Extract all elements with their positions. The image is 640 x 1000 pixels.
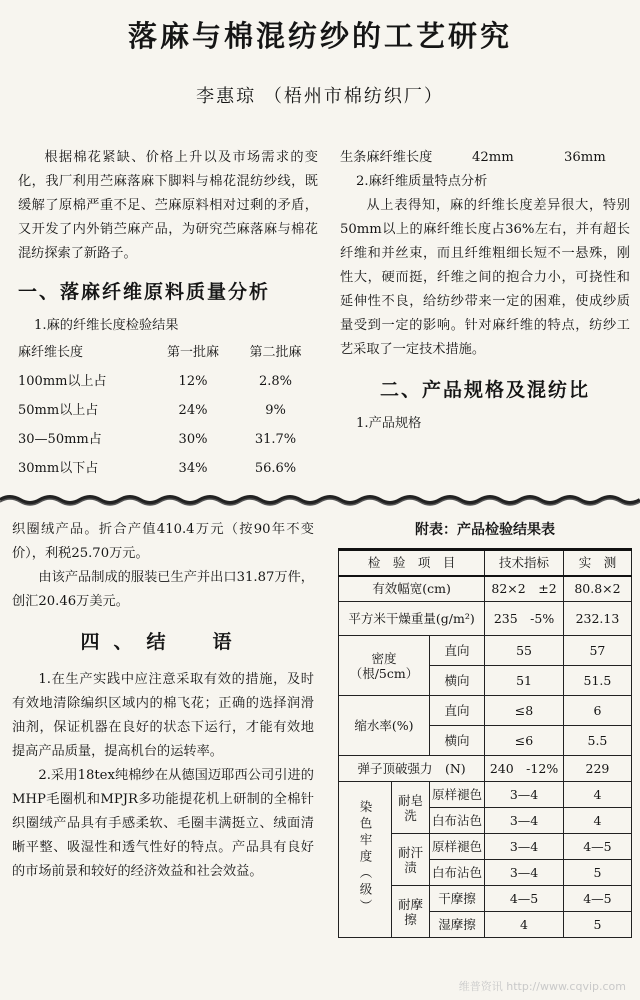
- analysis-paragraph: 从上表得知，麻的纤维长度差异很大，特别50mm以上的麻纤维长度占36%左右，并有超长纤维和并丝束，而且纤维粗细长短不一悬殊，刚性大，硬而挺，纤维之间的抱合力小，可挠性和延伸性不良，给纺纱带来一定的困难，使成纱质量受到一定的影响。针对麻纤维的特点，纺纱工艺采取了一定技术措施。: [340, 198, 630, 357]
- qc-spec: 55: [485, 636, 564, 666]
- qc-spec: 235 -5%: [485, 602, 564, 636]
- qc-label: 有效幅宽(cm): [339, 576, 485, 602]
- section1-heading: 一、落麻纤维原料质量分析: [18, 281, 271, 303]
- table-row: [339, 636, 632, 666]
- section2-sub1: 1.产品规格: [356, 416, 422, 431]
- qc-table-title: 附表：产品检验结果表: [415, 522, 555, 538]
- table-row: [339, 756, 632, 782]
- qc-actual: 4: [563, 782, 631, 808]
- qc-actual: 5.5: [563, 726, 631, 756]
- qc-sublabel: 白布沾色: [429, 808, 484, 834]
- fastness-label-text: 染色牢度（级）: [358, 800, 373, 916]
- raw-sliver-label: 生条麻纤维长度: [340, 150, 433, 165]
- raw-sliver-v1: 42mm: [472, 150, 514, 165]
- qc-actual: 5: [563, 912, 631, 938]
- qc-group: 耐摩擦: [392, 886, 430, 938]
- article-title: 落麻与棉混纺纱的工艺研究: [127, 19, 512, 53]
- conclusion-heading: 四、结 语: [80, 631, 246, 653]
- upper-right-column: [340, 146, 630, 436]
- qc-spec: 4: [485, 912, 564, 938]
- qc-group: 耐汗渍: [392, 834, 430, 886]
- qc-sublabel: 原样褪色: [429, 782, 484, 808]
- qc-header-spec: 技术指标: [485, 550, 564, 576]
- qc-spec: 4—5: [485, 886, 564, 912]
- section2-heading: 二、产品规格及混纺比: [379, 379, 590, 401]
- qc-label: 平方米干燥重量(g/m²): [339, 602, 485, 636]
- raw-sliver-v2: 36mm: [564, 150, 606, 165]
- fiber-cell: 30%: [178, 431, 208, 447]
- lower-left-column: [12, 518, 314, 884]
- table-row: [18, 367, 318, 396]
- qc-actual: 4—5: [563, 886, 631, 912]
- qc-header-row: [339, 550, 632, 576]
- fiber-cell: 100mm以上占: [18, 373, 107, 389]
- qc-actual: 229: [563, 756, 631, 782]
- fiber-length-table: [18, 338, 318, 483]
- fiber-cell: 56.6%: [254, 460, 297, 476]
- qc-sublabel: 原样褪色: [429, 834, 484, 860]
- qc-sublabel: 湿摩擦: [429, 912, 484, 938]
- qc-sublabel: 横向: [429, 666, 484, 696]
- intro-paragraph: 根据棉花紧缺、价格上升以及市场需求的变化，我厂利用苎麻落麻下脚料与棉花混纺纱线，既缓解了原棉严重不足、苎麻原料相对过剩的矛盾，又开发了内外销苎麻产品，为研究苎麻落麻与棉花混纺探索了新路子。: [18, 150, 318, 261]
- qc-actual: 232.13: [563, 602, 631, 636]
- fiber-header-2: 第一批麻: [166, 344, 219, 360]
- qc-actual: 51.5: [563, 666, 631, 696]
- table-row: [18, 396, 318, 425]
- qc-spec: ≤6: [485, 726, 564, 756]
- qc-header-actual: 实 测: [563, 550, 631, 576]
- qc-table: [338, 548, 632, 938]
- qc-header-item: 检 验 项 目: [339, 550, 485, 576]
- table-row: [339, 782, 632, 808]
- qc-label: 缩水率(%): [339, 696, 430, 756]
- table-row: [339, 602, 632, 636]
- qc-spec: 82×2 ±2: [485, 576, 564, 602]
- fiber-cell: 30mm以下占: [18, 460, 99, 476]
- fiber-cell: 34%: [178, 460, 208, 476]
- qc-spec: 3—4: [485, 860, 564, 886]
- page-separator: [0, 492, 640, 508]
- fiber-cell: 2.8%: [258, 373, 293, 389]
- qc-sublabel: 横向: [429, 726, 484, 756]
- qc-actual: 4—5: [563, 834, 631, 860]
- fiber-cell: 50mm以上占: [18, 402, 99, 418]
- qc-actual: 80.8×2: [563, 576, 631, 602]
- table-row: [18, 425, 318, 454]
- qc-spec: 3—4: [485, 782, 564, 808]
- fiber-header-3: 第二批麻: [249, 344, 302, 360]
- qc-table-block: [338, 518, 632, 938]
- fiber-cell: 9%: [265, 402, 286, 418]
- export-paragraph: 由该产品制成的服装已生产并出口31.87万件，创汇20.46万美元。: [12, 570, 314, 609]
- table-row: [18, 454, 318, 483]
- qc-sublabel: 直向: [429, 696, 484, 726]
- upper-left-column: [18, 146, 318, 483]
- qc-sublabel: 直向: [429, 636, 484, 666]
- fiber-cell: 30—50mm占: [18, 431, 102, 447]
- raw-sliver-length-row: [340, 146, 630, 170]
- fiber-table-header: [18, 338, 318, 367]
- qc-actual: 6: [563, 696, 631, 726]
- fiber-header-1: 麻纤维长度: [18, 344, 84, 360]
- fiber-cell: 31.7%: [254, 431, 297, 447]
- continued-paragraph: 织圈绒产品。折合产值410.4万元（按90年不变价），利税25.70万元。: [12, 522, 314, 561]
- qc-sublabel: 白布沾色: [429, 860, 484, 886]
- qc-spec: ≤8: [485, 696, 564, 726]
- conclusion-point-1: 1.在生产实践中应注意采取有效的措施，及时有效地清除编织区域内的棉飞花；正确的选择润滑油剂，保证机器在良好的状态下运行，才能有效地提高产品质量，提高机台的运转率。: [12, 672, 314, 759]
- fiber-cell: 12%: [178, 373, 208, 389]
- qc-actual: 57: [563, 636, 631, 666]
- qc-label: 弹子顶破强力 (N): [339, 756, 485, 782]
- author-byline: 李惠琼 （梧州市棉纺织厂）: [196, 86, 444, 107]
- qc-actual: 4: [563, 808, 631, 834]
- qc-spec: 240 -12%: [485, 756, 564, 782]
- table-row: [339, 576, 632, 602]
- table-row: [339, 696, 632, 726]
- qc-spec: 51: [485, 666, 564, 696]
- qc-spec: 3—4: [485, 808, 564, 834]
- qc-actual: 5: [563, 860, 631, 886]
- watermark: 维普资讯 http://www.cqvip.com: [458, 980, 626, 993]
- fiber-cell: 24%: [178, 402, 208, 418]
- qc-label: 密度（根/5cm）: [339, 636, 430, 696]
- qc-spec: 3—4: [485, 834, 564, 860]
- qc-group: 耐皂洗: [392, 782, 430, 834]
- conclusion-point-2: 2.采用18tex纯棉纱在从德国迈耶西公司引进的MHP毛圈机和MPJR多功能提花机上研制的全棉针织圈绒产品具有手感柔软、毛圈丰满挺立、绒面清晰平整、吸湿性和透气性好的特点。产品具有良好的市场前景和较好的经济效益和社会效益。: [12, 768, 314, 879]
- section1-sub1: 1.麻的纤维长度检验结果: [34, 318, 179, 333]
- section1-sub2: 2.麻纤维质量特点分析: [356, 174, 488, 189]
- qc-fastness-label: [339, 782, 392, 938]
- qc-sublabel: 干摩擦: [429, 886, 484, 912]
